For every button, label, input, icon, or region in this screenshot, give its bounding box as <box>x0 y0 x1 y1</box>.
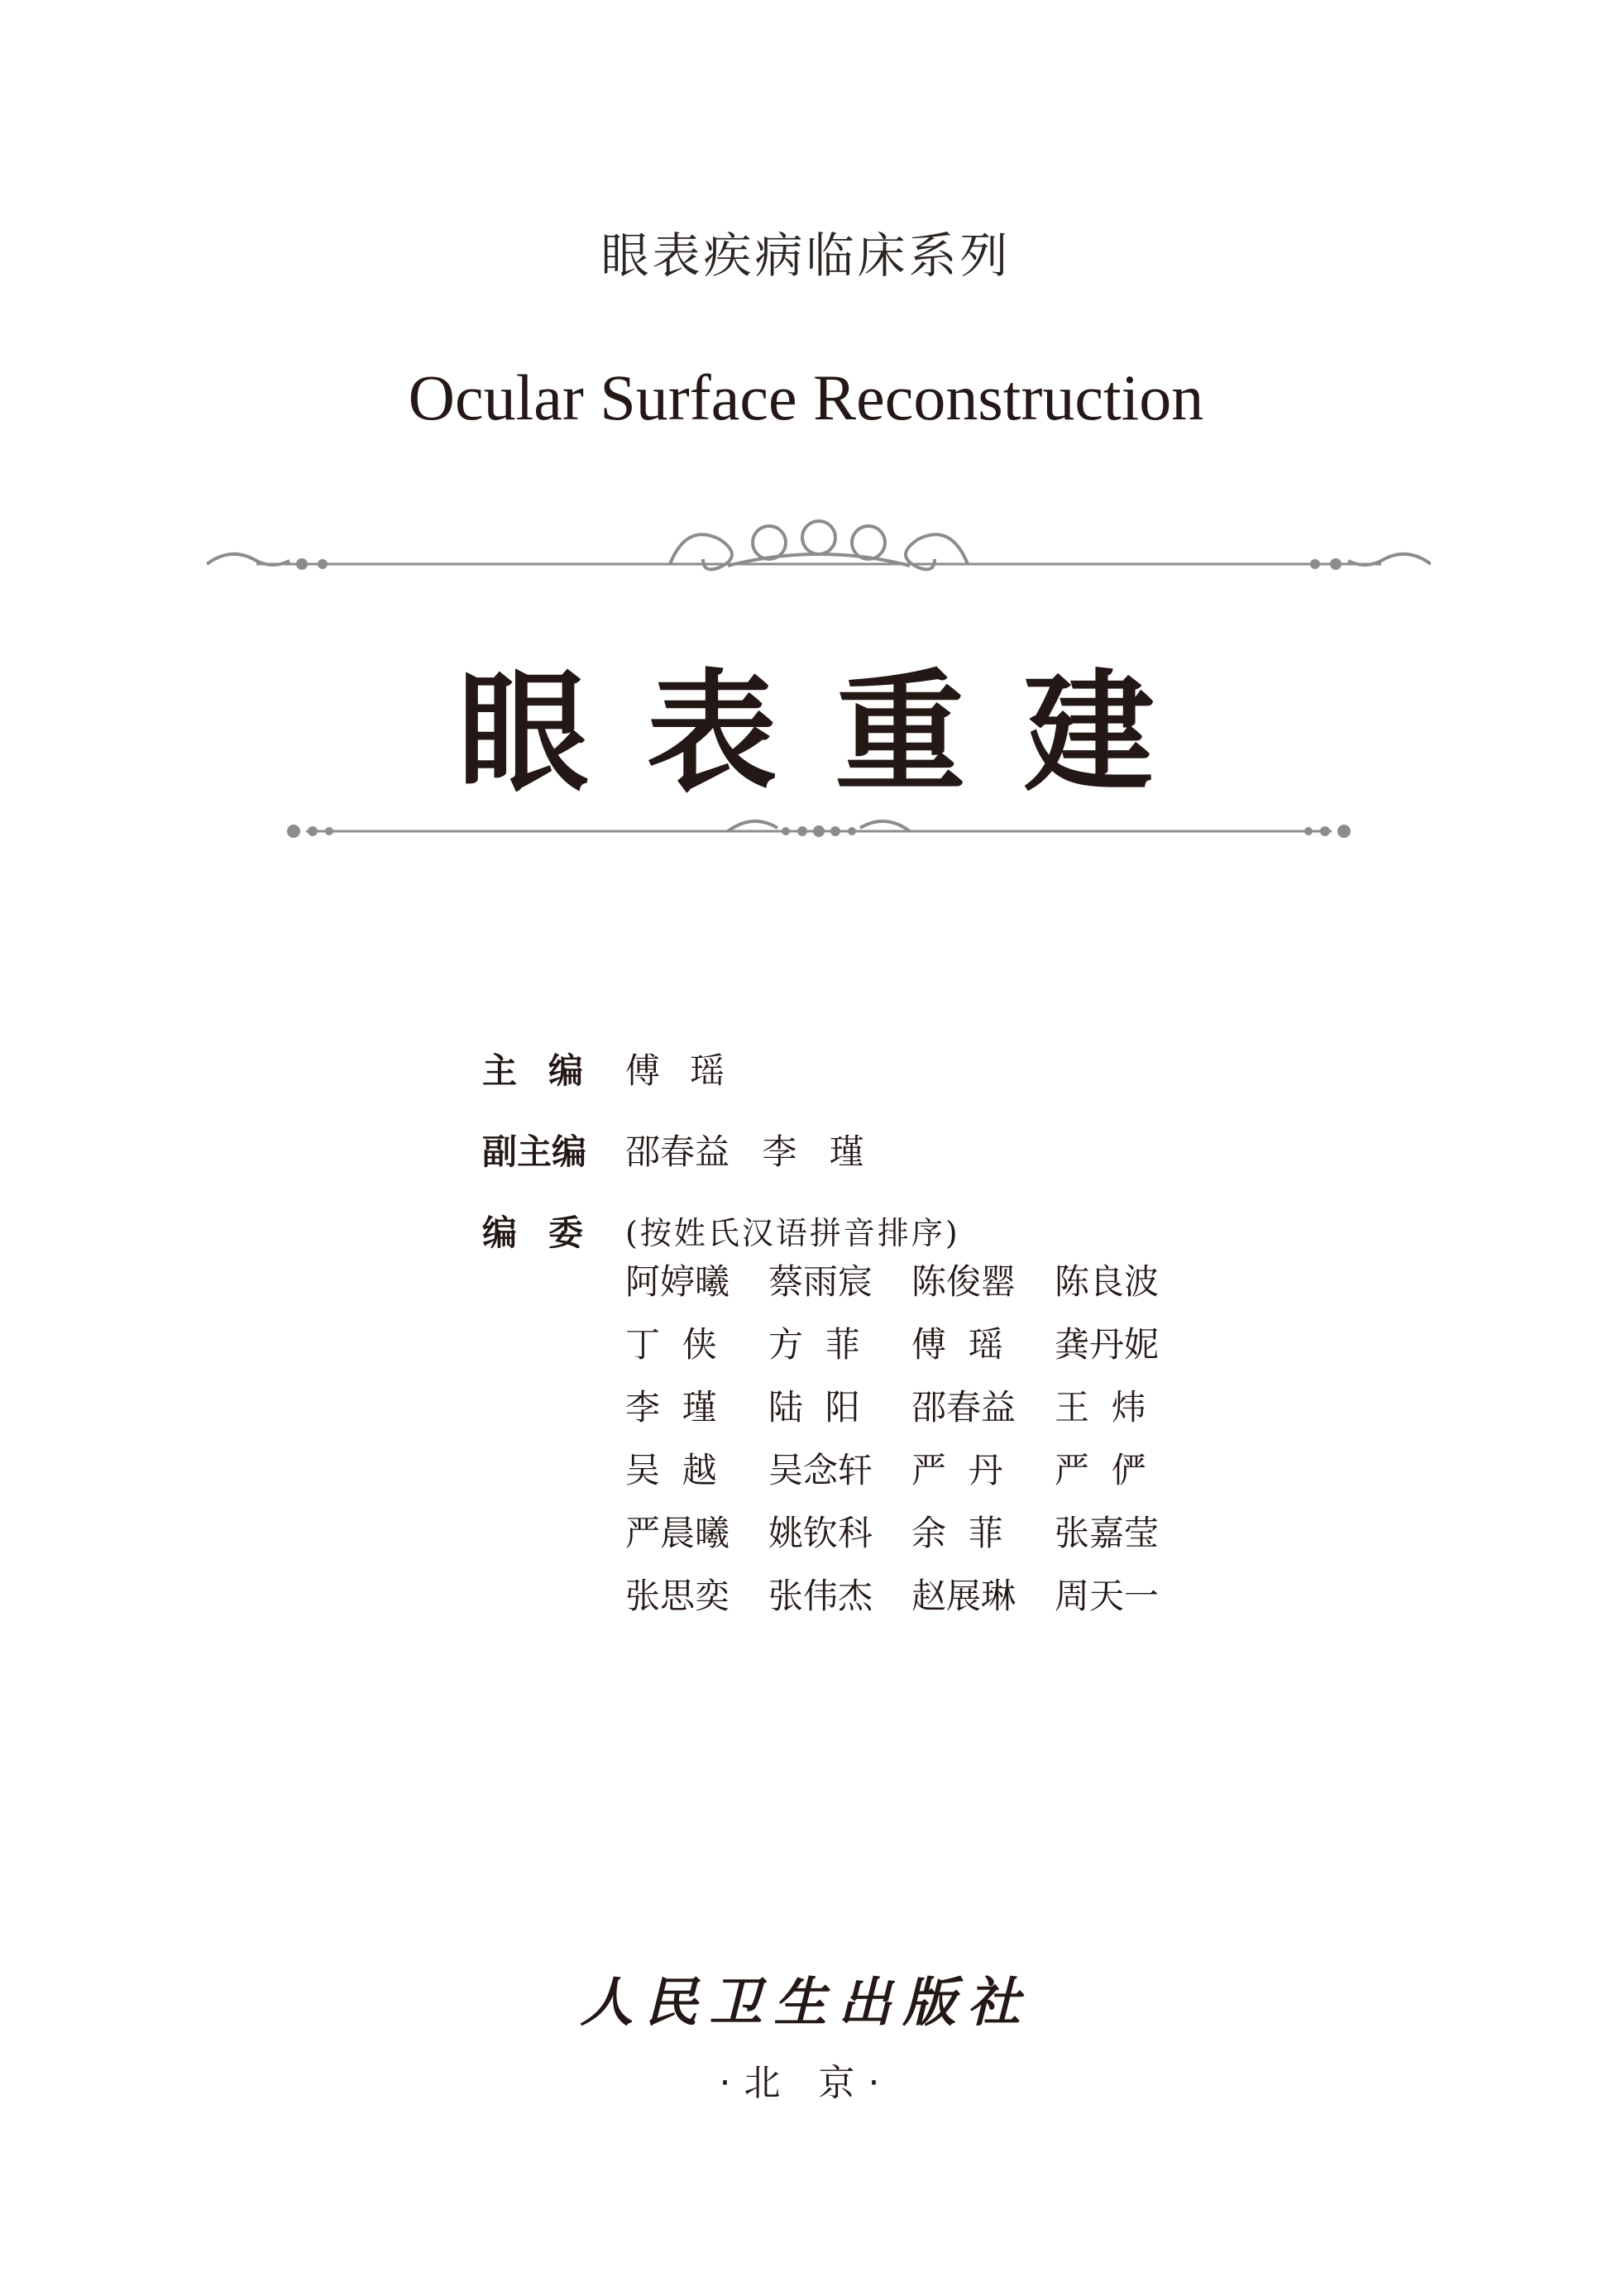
board-member: 张嘉莹 <box>1055 1513 1160 1553</box>
board-member: 严晨曦 <box>625 1513 730 1553</box>
ornament-divider-bottom <box>281 815 1356 848</box>
board-member: 龚丹妮 <box>1055 1324 1160 1365</box>
board-member: 陈良波 <box>1055 1261 1160 1302</box>
board-member: 余 菲 <box>911 1513 1003 1553</box>
board-member: 周天一 <box>1055 1576 1160 1616</box>
board-member: 方 菲 <box>768 1324 860 1365</box>
board-member: 陆 阳 <box>768 1387 860 1428</box>
board-member: 李 瑾 <box>625 1387 717 1428</box>
ornament-divider-top <box>207 505 1431 596</box>
publisher-name: 人民卫生出版社 <box>580 1972 1032 2034</box>
board-member: 吴 越 <box>625 1450 717 1490</box>
chief-editor-name: 傅瑶 <box>625 1050 755 1091</box>
editorial-board-note: (按姓氏汉语拼音排序) <box>625 1215 960 1251</box>
board-member: 邵春益 <box>911 1387 1016 1428</box>
board-member: 王 炜 <box>1055 1387 1146 1428</box>
deputy-editor-names: 邵春益 李 瑾 <box>625 1131 864 1172</box>
board-member: 严 俨 <box>1055 1450 1146 1490</box>
editorial-board-label: 编委 <box>482 1213 615 1253</box>
board-member: 阿婷曦 <box>625 1261 730 1302</box>
board-member: 蔡雨宸 <box>768 1261 873 1302</box>
board-member: 陈俊罂 <box>911 1261 1016 1302</box>
publisher-city: ·北 京· <box>719 2062 893 2104</box>
series-title: 眼表疾病临床系列 <box>600 227 1012 284</box>
board-member: 傅 瑶 <box>911 1324 1003 1365</box>
board-member: 丁 侠 <box>625 1324 717 1365</box>
editorial-board-members <box>625 1261 1188 1617</box>
main-title: 眼表重建 <box>457 657 1213 810</box>
english-subtitle: Ocular Surface Reconstruction <box>408 361 1204 433</box>
board-member: 张思奕 <box>625 1576 730 1616</box>
board-member: 赵展琳 <box>911 1576 1016 1616</box>
board-member: 张伟杰 <box>768 1576 873 1616</box>
board-member: 姚钦科 <box>768 1513 873 1553</box>
deputy-editor-label: 副主编 <box>482 1131 587 1172</box>
chief-editor-label: 主编 <box>482 1050 615 1091</box>
board-member: 严 丹 <box>911 1450 1003 1490</box>
board-member: 吴念轩 <box>768 1450 873 1490</box>
